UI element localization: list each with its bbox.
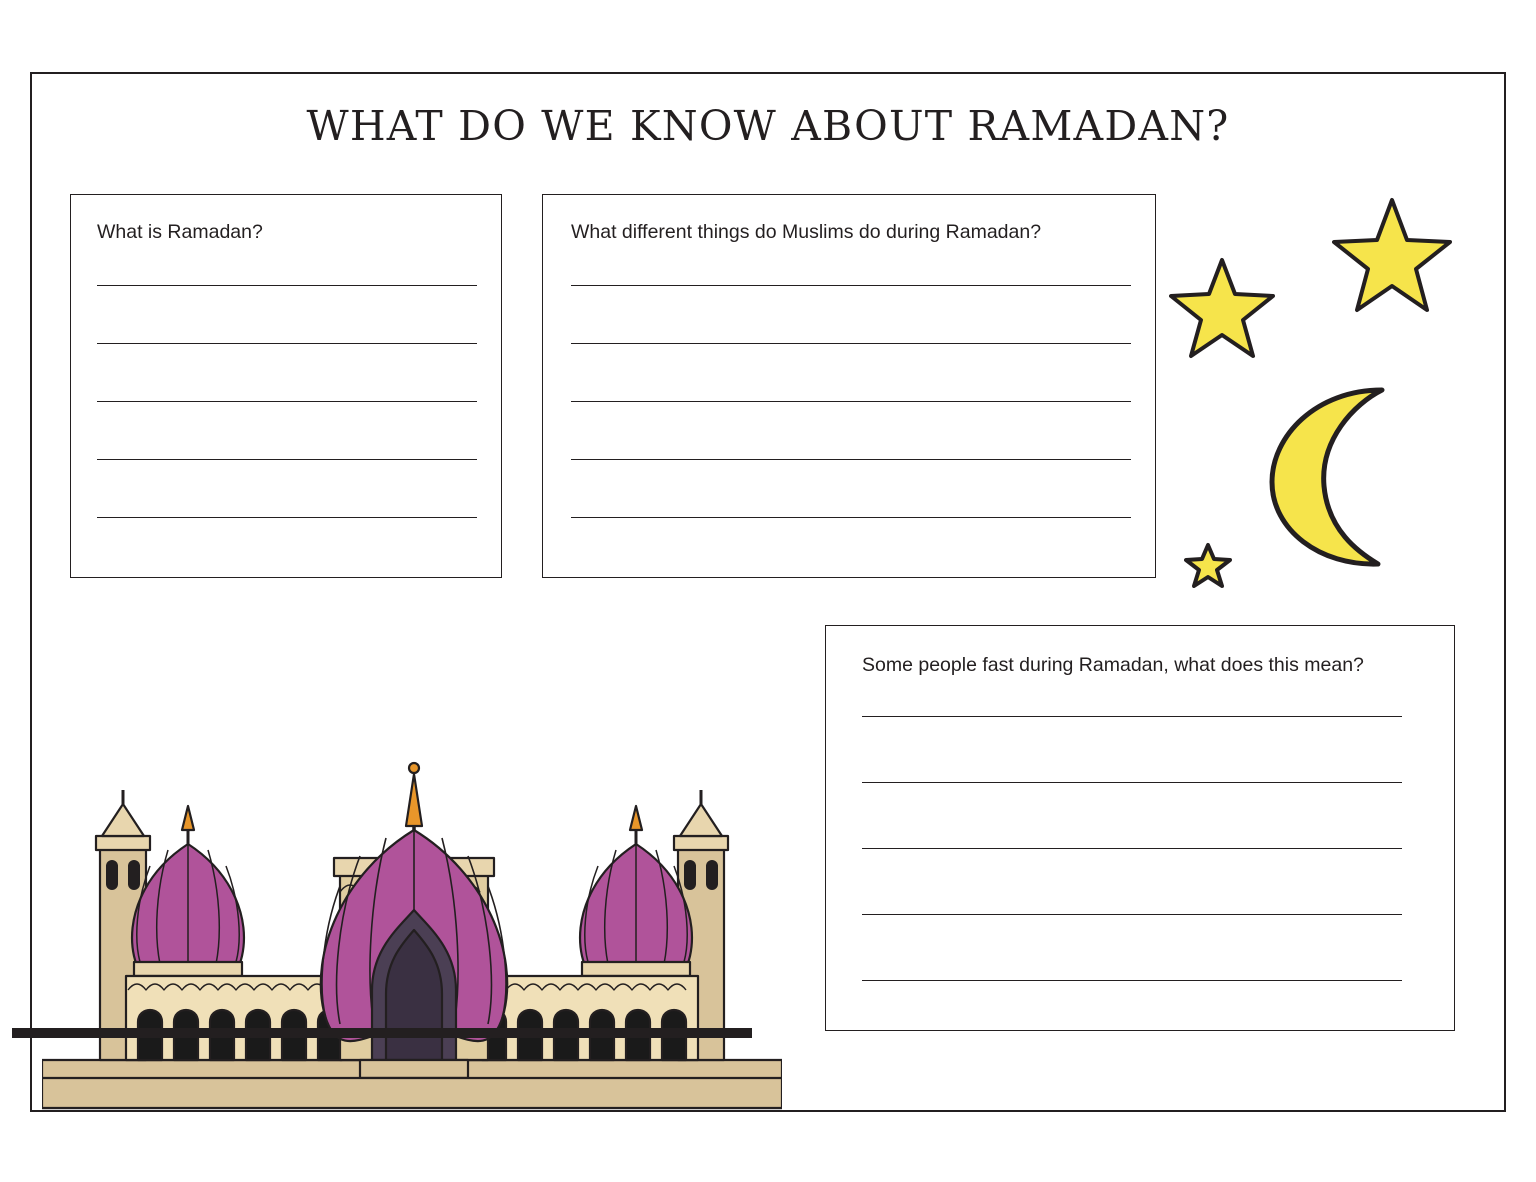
answer-line[interactable]: [97, 285, 477, 286]
page-title: WHAT DO WE KNOW ABOUT RAMADAN?: [306, 102, 1230, 150]
answer-line[interactable]: [97, 401, 477, 402]
ground-line: [12, 1028, 752, 1038]
answer-line[interactable]: [97, 517, 477, 518]
question-label-fasting: Some people fast during Ramadan, what does this mean?: [862, 654, 1364, 676]
question-label-ramadan-activities: What different things do Muslims do during Ramadan?: [571, 221, 1042, 243]
crescent-moon-icon: [1254, 382, 1434, 572]
answer-line[interactable]: [862, 914, 1402, 915]
answer-line[interactable]: [862, 848, 1402, 849]
question-label-what-is-ramadan: What is Ramadan?: [97, 221, 263, 243]
question-box-what-is-ramadan: [70, 194, 502, 578]
answer-line[interactable]: [571, 459, 1131, 460]
question-box-fasting: [825, 625, 1455, 1031]
answer-line[interactable]: [571, 517, 1131, 518]
star-icon-medium: [1169, 256, 1275, 360]
star-icon-small: [1184, 542, 1232, 588]
answer-line[interactable]: [571, 343, 1131, 344]
answer-line[interactable]: [97, 343, 477, 344]
answer-line[interactable]: [862, 980, 1402, 981]
mosque-illustration: [42, 598, 782, 1118]
answer-line[interactable]: [862, 716, 1402, 717]
star-icon-large: [1332, 196, 1452, 314]
answer-line[interactable]: [97, 459, 477, 460]
worksheet-page: [30, 72, 1506, 1112]
answer-line[interactable]: [571, 285, 1131, 286]
question-box-ramadan-activities: [542, 194, 1156, 578]
answer-line[interactable]: [862, 782, 1402, 783]
answer-line[interactable]: [571, 401, 1131, 402]
